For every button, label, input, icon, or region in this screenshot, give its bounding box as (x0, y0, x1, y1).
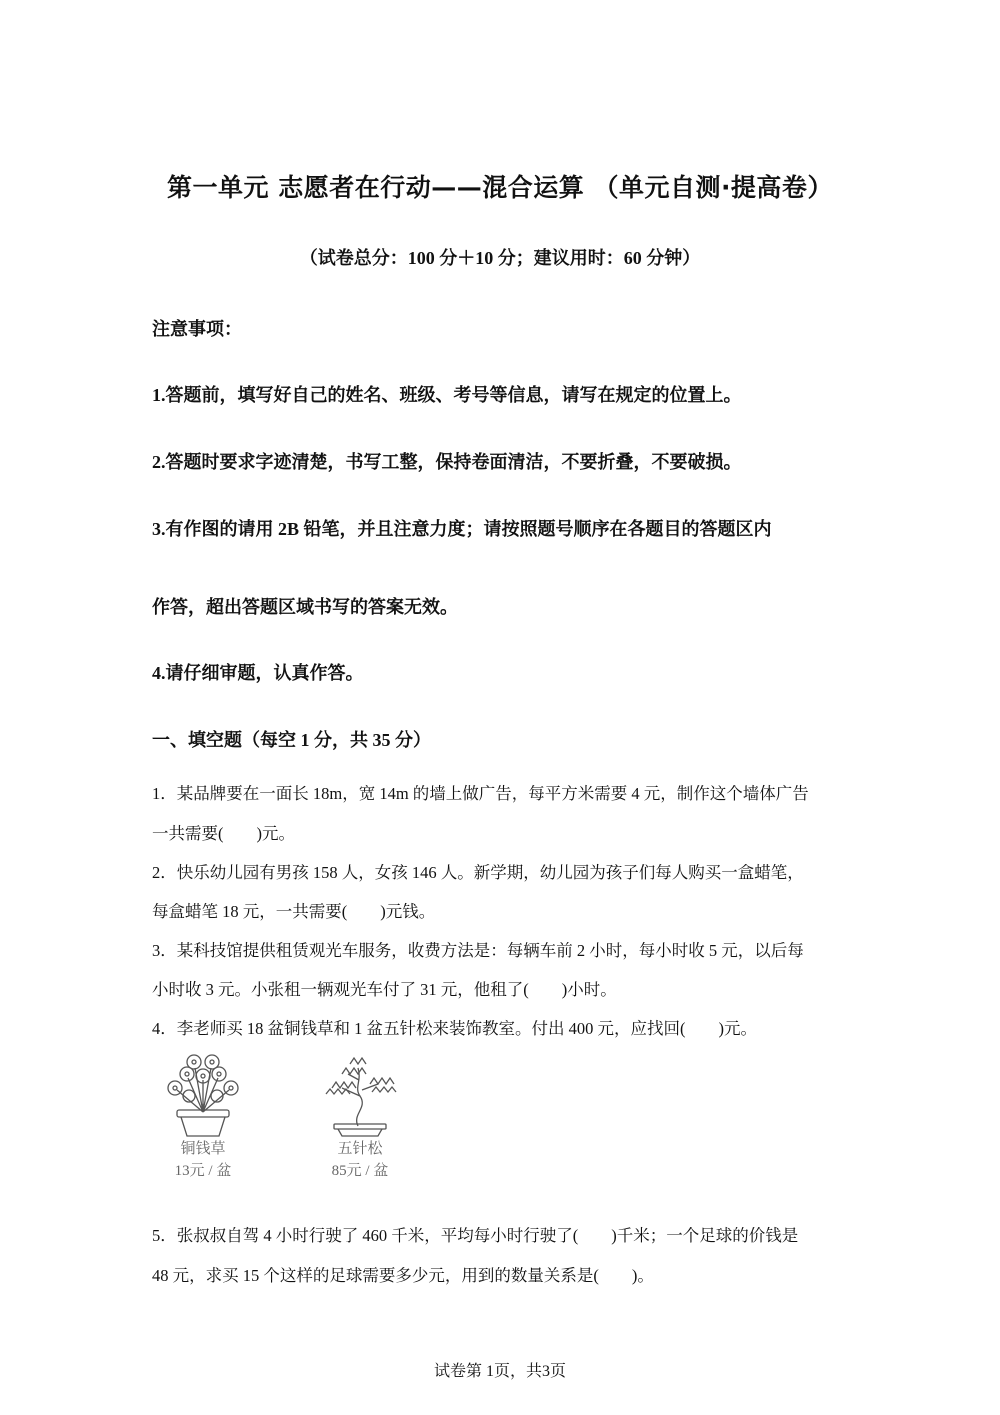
question-1-line-1: 1．某品牌要在一面长 18m，宽 14m 的墙上做广告，每平方米需要 4 元，制作这个墙体广告 (152, 784, 809, 803)
note-item-4: 4.请仔细审题，认真作答。 (152, 663, 364, 683)
question-2-line-1: 2．快乐幼儿园有男孩 158 人，女孩 146 人。新学期，幼儿园为孩子们每人购买一盒蜡笔， (152, 863, 804, 882)
question-3-line-1: 3．某科技馆提供租赁观光车服务，收费方法是：每辆车前 2 小时，每小时收 5 元，以后每 (152, 941, 804, 960)
section-heading: 一、填空题（每空 1 分，共 35 分） (152, 730, 431, 750)
question-2-line-2: 每盒蜡笔 18 元，一共需要( )元钱。 (152, 902, 436, 921)
question-4-line-1: 4．李老师买 18 盆铜钱草和 1 盆五针松来装饰教室。付出 400 元，应找回( )元。 (152, 1019, 757, 1038)
notes-heading: 注意事项： (152, 319, 242, 339)
note-item-3-cont: 作答，超出答题区域书写的答案无效。 (152, 597, 458, 617)
page-title: 第一单元 志愿者在行动——混合运算 （单元自测·提高卷） (167, 173, 833, 202)
question-3-line-2: 小时收 3 元。小张租一辆观光车付了 31 元，他租了( )小时。 (152, 980, 617, 999)
question-1-line-2: 一共需要( )元。 (152, 824, 295, 843)
note-item-2: 2.答题时要求字迹清楚，书写工整，保持卷面清洁，不要折叠，不要破损。 (152, 452, 742, 472)
plant-price: 13元 / 盆 (174, 1163, 232, 1179)
exam-info: （试卷总分：100 分＋10 分；建议用时：60 分钟） (299, 248, 701, 268)
plant-figure-coin-grass (158, 1050, 248, 1182)
plant-name: 五针松 (337, 1141, 383, 1157)
note-item-1: 1.答题前，填写好自己的姓名、班级、考号等信息，请写在规定的位置上。 (152, 385, 742, 405)
plant-price: 85元 / 盆 (331, 1163, 389, 1179)
coin-grass-pot-icon (163, 1050, 243, 1138)
page-footer: 试卷第 1页，共3页 (433, 1363, 566, 1380)
bonsai-pine-icon (312, 1050, 408, 1138)
plant-name: 铜钱草 (180, 1141, 226, 1157)
question-5-line-2: 48 元，求买 15 个这样的足球需要多少元，用到的数量关系是( )。 (152, 1266, 654, 1285)
plant-figure-bonsai-pine (310, 1050, 410, 1182)
question-5-line-1: 5．张叔叔自驾 4 小时行驶了 460 千米，平均每小时行驶了( )千米；一个足球的价钱是 (152, 1226, 799, 1245)
note-item-3: 3.有作图的请用 2B 铅笔，并且注意力度；请按照题号顺序在各题目的答题区内 (152, 519, 772, 539)
